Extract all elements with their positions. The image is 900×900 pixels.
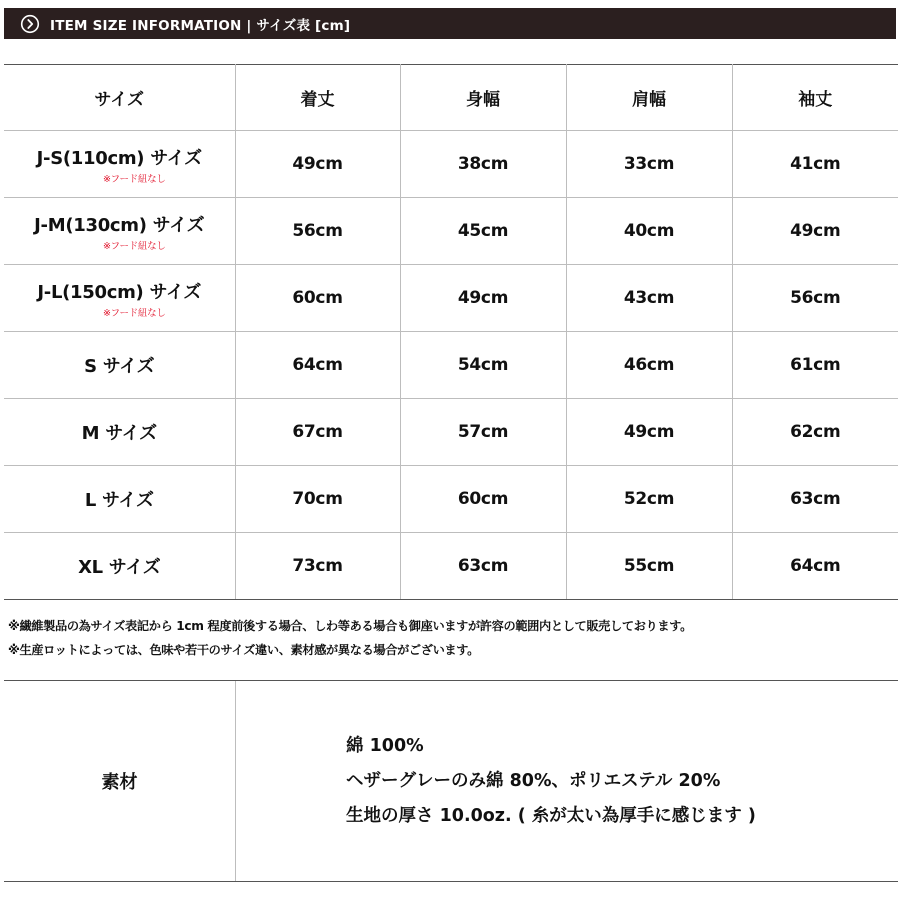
size-cell <box>4 399 235 466</box>
material-content <box>236 681 898 881</box>
shoulder-cell: 46cm <box>566 332 732 399</box>
size-name: XL サイズ <box>78 557 161 578</box>
size-cell <box>4 131 235 198</box>
material-line: ヘザーグレーのみ綿 80%、ポリエステル 20% <box>346 770 721 791</box>
shoulder-cell: 43cm <box>566 265 732 332</box>
table-row <box>4 131 898 198</box>
column-header-length: 着丈 <box>235 65 400 131</box>
size-cell <box>4 265 235 332</box>
sleeve-cell: 63cm <box>732 466 898 533</box>
size-name: L サイズ <box>84 490 154 511</box>
width-cell: 60cm <box>400 466 566 533</box>
size-cell <box>4 198 235 265</box>
size-name: M サイズ <box>81 423 157 444</box>
shoulder-cell: 49cm <box>566 399 732 466</box>
width-cell: 45cm <box>400 198 566 265</box>
width-cell: 54cm <box>400 332 566 399</box>
width-cell: 49cm <box>400 265 566 332</box>
note-line: ※生産ロットによっては、色味や若干のサイズ違い、素材感が異なる場合がございます。 <box>8 643 479 657</box>
size-cell <box>4 466 235 533</box>
circle-chevron-right-icon <box>20 14 40 34</box>
size-table <box>4 64 898 600</box>
shoulder-cell: 55cm <box>566 533 732 600</box>
length-cell: 67cm <box>235 399 400 466</box>
table-row <box>4 332 898 399</box>
size-note: ※フード紐なし <box>102 173 166 185</box>
size-cell <box>4 533 235 600</box>
shoulder-cell: 52cm <box>566 466 732 533</box>
size-notes <box>8 614 898 662</box>
size-table-header-row <box>4 65 898 131</box>
width-cell: 38cm <box>400 131 566 198</box>
length-cell: 73cm <box>235 533 400 600</box>
table-row <box>4 533 898 600</box>
size-note: ※フード紐なし <box>102 307 166 319</box>
material-line: 綿 100% <box>346 735 424 756</box>
width-cell: 63cm <box>400 533 566 600</box>
size-cell <box>4 332 235 399</box>
sleeve-cell: 56cm <box>732 265 898 332</box>
table-row <box>4 399 898 466</box>
size-name: J-S(110cm) サイズ <box>36 147 202 169</box>
length-cell: 70cm <box>235 466 400 533</box>
length-cell: 60cm <box>235 265 400 332</box>
column-header-width: 身幅 <box>400 65 566 131</box>
note-line: ※繊維製品の為サイズ表記から 1cm 程度前後する場合、しわ等ある場合も御座いますが許容の範囲内として販売しております。 <box>8 619 692 633</box>
size-name: S サイズ <box>84 356 155 377</box>
size-name: J-L(150cm) サイズ <box>37 281 202 303</box>
column-header-sleeve: 袖丈 <box>732 65 898 131</box>
shoulder-cell: 40cm <box>566 198 732 265</box>
material-line: 生地の厚さ 10.0oz. ( 糸が太い為厚手に感じます ) <box>346 805 756 826</box>
length-cell: 64cm <box>235 332 400 399</box>
sleeve-cell: 62cm <box>732 399 898 466</box>
table-row <box>4 265 898 332</box>
section-title: ITEM SIZE INFORMATION | サイズ表 [cm] <box>50 17 351 34</box>
section-header <box>4 8 896 39</box>
column-header-shoulder: 肩幅 <box>566 65 732 131</box>
size-note: ※フード紐なし <box>102 240 166 252</box>
sleeve-cell: 61cm <box>732 332 898 399</box>
size-name: J-M(130cm) サイズ <box>34 214 205 236</box>
sleeve-cell: 41cm <box>732 131 898 198</box>
material-label: 素材 <box>4 681 236 881</box>
shoulder-cell: 33cm <box>566 131 732 198</box>
material-table <box>4 680 898 882</box>
sleeve-cell: 49cm <box>732 198 898 265</box>
table-row <box>4 198 898 265</box>
column-header-size: サイズ <box>4 65 235 131</box>
sleeve-cell: 64cm <box>732 533 898 600</box>
length-cell: 56cm <box>235 198 400 265</box>
width-cell: 57cm <box>400 399 566 466</box>
table-row <box>4 466 898 533</box>
length-cell: 49cm <box>235 131 400 198</box>
